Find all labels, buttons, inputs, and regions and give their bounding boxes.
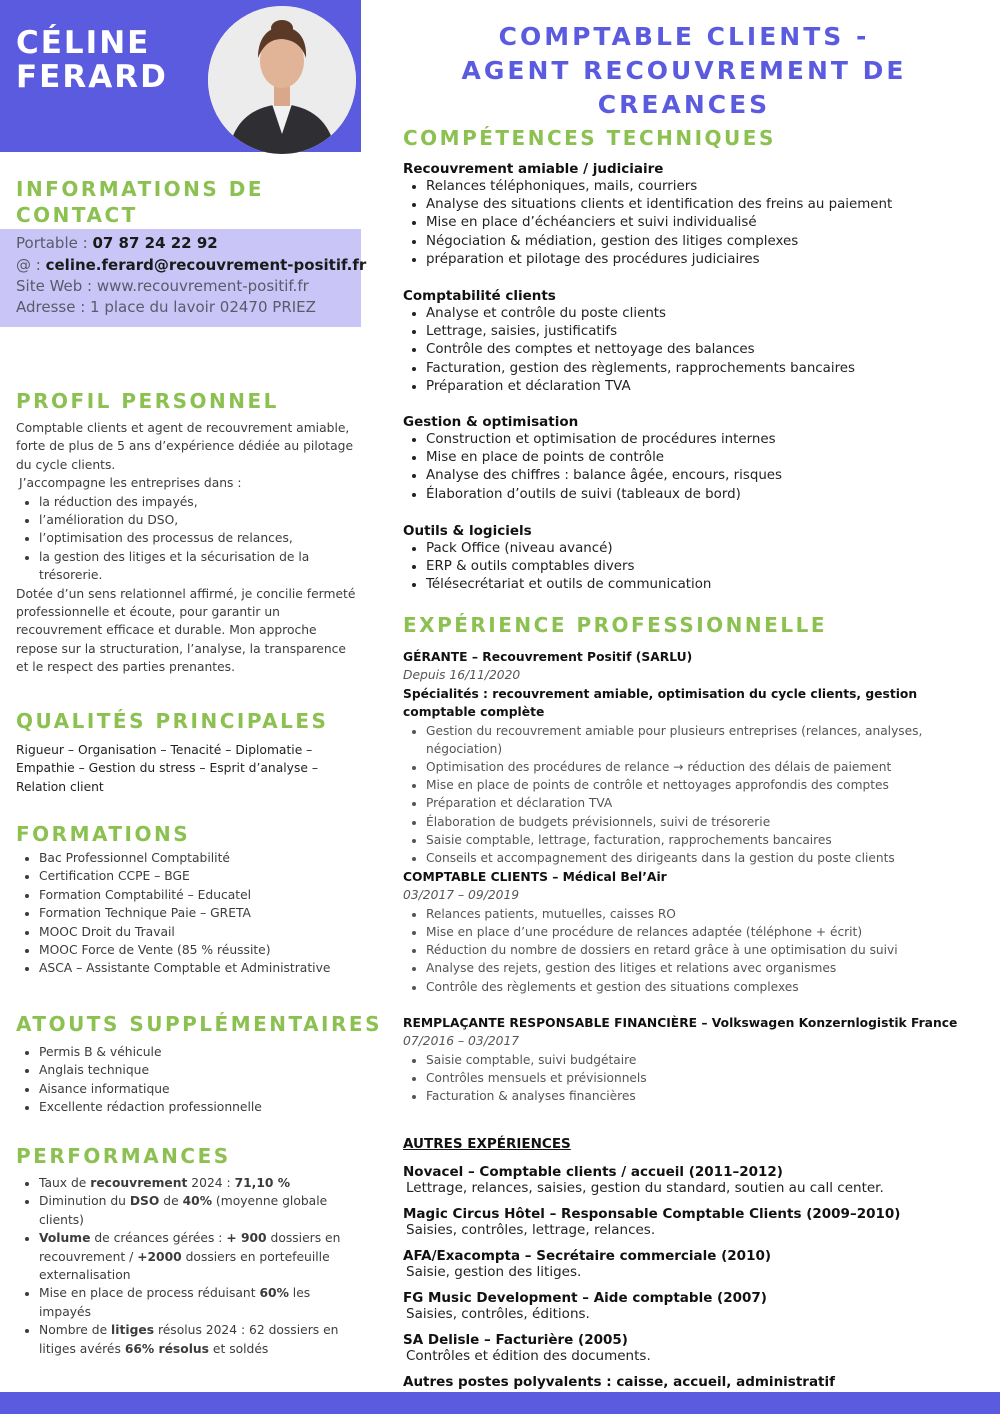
skills-section-title: COMPÉTENCES TECHNIQUES [403, 126, 776, 150]
list-item: • Certification CCPE – BGE [39, 867, 358, 885]
profile-lead: J’accompagne les entreprises dans : [19, 476, 242, 491]
list-item: • ASCA – Assistante Comptable et Administrative [39, 959, 358, 977]
experience-section-title: EXPÉRIENCE PROFESSIONNELLE [403, 613, 827, 637]
list-item: • Mise en place de points de contrôle [426, 449, 993, 467]
contact-email: @ : celine.ferard@recouvrement-positif.fr [16, 256, 367, 274]
list-item: • Gestion du recouvrement amiable pour plusieurs entreprises (relances, analyses, négociation) [426, 722, 993, 758]
contact-address: Adresse : 1 place du lavoir 02470 PRIEZ [16, 298, 316, 316]
skills-group [403, 160, 993, 269]
list-item: • Optimisation des procédures de relance → réduction des délais de paiement [426, 758, 993, 776]
list-item: • Bac Professionnel Comptabilité [39, 849, 358, 867]
list-item: • Analyse et contrôle du poste clients [426, 305, 993, 323]
qualities-section-title: QUALITÉS PRINCIPALES [16, 709, 329, 733]
list-item: • Contrôle des comptes et nettoyage des balances [426, 341, 993, 359]
job-title: COMPTABLE CLIENTS – Médical Bel’Air [403, 870, 667, 884]
list-item: • la gestion des litiges et la sécurisation de la trésorerie. [39, 548, 358, 585]
list-item: • Élaboration d’outils de suivi (tableaux de bord) [426, 486, 993, 504]
candidate-name: CÉLINE FERARD [16, 25, 168, 95]
list-item: • Préparation et déclaration TVA [426, 378, 993, 396]
list-item: • Relances téléphoniques, mails, courriers [426, 178, 993, 196]
profile-intro: Comptable clients et agent de recouvrement amiable, forte de plus de 5 ans d’expérience dédiée au pilotage du cycle clients. [16, 421, 354, 472]
job-entry [403, 868, 993, 996]
list-item: • Facturation, gestion des règlements, rapprochements bancaires [426, 360, 993, 378]
other-entry: FG Music Development – Aide comptable (2007) Saisies, contrôles, éditions. [403, 1290, 767, 1322]
list-item: • Pack Office (niveau avancé) [426, 540, 993, 558]
list-item: • Négociation & médiation, gestion des litiges complexes [426, 233, 993, 251]
job-date: 07/2016 – 03/2017 [403, 1034, 520, 1049]
list-item: • Réduction du nombre de dossiers en retard grâce à une optimisation du suivi [426, 941, 993, 959]
list-item: • Taux de recouvrement 2024 : 71,10 % [39, 1174, 358, 1192]
job-date: Depuis 16/11/2020 [403, 668, 521, 683]
list-item: • Formation Comptabilité – Educatel [39, 886, 358, 904]
list-item: • Préparation et déclaration TVA [426, 794, 993, 812]
profile-outro: Dotée d’un sens relationnel affirmé, je concilie fermeté professionnelle et écoute, pour garantir un recouvrement efficace et durable. Mon approche repose sur la structuration, l’analyse, la transparence et le respect des parties prenantes. [16, 586, 356, 675]
list-item: • Saisie comptable, lettrage, facturation, rapprochements bancaires [426, 831, 993, 849]
list-item: • Analyse des situations clients et identification des freins au paiement [426, 196, 993, 214]
job-title: COMPTABLE CLIENTS - AGENT RECOUVREMENT DE CREANCES [461, 22, 907, 119]
education-section-title: FORMATIONS [16, 822, 191, 846]
other-section-title: AUTRES EXPÉRIENCES [403, 1136, 571, 1152]
job-title: REMPLAÇANTE RESPONSABLE FINANCIÈRE – Volkswagen Konzernlogistik France [403, 1016, 958, 1030]
contact-website[interactable]: Site Web : www.recouvrement-positif.fr [16, 277, 309, 295]
skills-group-title: Outils & logiciels [403, 523, 532, 539]
other-entry: SA Delisle – Facturière (2005) Contrôles et édition des documents. [403, 1332, 651, 1364]
contact-section-title: INFORMATIONS DE CONTACT [16, 177, 265, 227]
list-item: • Télésecrétariat et outils de communication [426, 576, 993, 594]
list-item: • Permis B & véhicule [39, 1043, 358, 1061]
list-item: • Excellente rédaction professionnelle [39, 1098, 358, 1116]
job-entry [403, 1014, 993, 1105]
job-entry [403, 648, 993, 867]
list-item: • l’amélioration du DSO, [39, 511, 358, 529]
list-item: • Mise en place de process réduisant 60% les impayés [39, 1284, 358, 1321]
other-experiences [403, 1135, 993, 1391]
list-item: • Contrôles mensuels et prévisionnels [426, 1069, 993, 1087]
assets-list [16, 1043, 358, 1117]
list-item: • préparation et pilotage des procédures judiciaires [426, 251, 993, 269]
list-item: • Contrôle des règlements et gestion des situations complexes [426, 978, 993, 996]
skills-group [403, 522, 993, 595]
list-item: • MOOC Droit du Travail [39, 923, 358, 941]
job-specialties: Spécialités : recouvrement amiable, optimisation du cycle clients, gestion comptable complète [403, 686, 918, 720]
skills-group [403, 287, 993, 396]
list-item: • Nombre de litiges résolus 2024 : 62 dossiers en litiges avérés 66% résolus et soldés [39, 1321, 358, 1358]
qualities-text: Rigueur – Organisation – Tenacité – Diplomatie – Empathie – Gestion du stress – Esprit d’analyse – Relation client [16, 743, 318, 794]
list-item: • Mise en place d’échéanciers et suivi individualisé [426, 214, 993, 232]
profile-list [16, 493, 358, 585]
other-misc: Autres postes polyvalents : caisse, accueil, administratif [403, 1374, 836, 1390]
performance-section-title: PERFORMANCES [16, 1144, 231, 1168]
other-entry: Magic Circus Hôtel – Responsable Comptable Clients (2009–2010) Saisies, contrôles, lettrage, relances. [403, 1206, 901, 1238]
email-link[interactable]: celine.ferard@recouvrement-positif.fr [45, 256, 367, 274]
assets-section-title: ATOUTS SUPPLÉMENTAIRES [16, 1012, 382, 1036]
job-date: 03/2017 – 09/2019 [403, 888, 520, 903]
list-item: • Mise en place de points de contrôle et nettoyages approfondis des comptes [426, 776, 993, 794]
skills-group-title: Recouvrement amiable / judiciaire [403, 161, 664, 177]
list-item: • Formation Technique Paie – GRETA [39, 904, 358, 922]
list-item: • Analyse des chiffres : balance âgée, encours, risques [426, 467, 993, 485]
list-item: • MOOC Force de Vente (85 % réussite) [39, 941, 358, 959]
list-item: • Aisance informatique [39, 1080, 358, 1098]
profile-text [16, 419, 358, 677]
list-item: • Volume de créances gérées : + 900 dossiers en recouvrement / +2000 dossiers en portefeuille externalisation [39, 1229, 358, 1284]
other-entry: Novacel – Comptable clients / accueil (2011–2012) Lettrage, relances, saisies, gestion du standard, soutien au call center. [403, 1164, 884, 1196]
skills-group-title: Comptabilité clients [403, 288, 556, 304]
list-item: • la réduction des impayés, [39, 493, 358, 511]
list-item: • Anglais technique [39, 1061, 358, 1079]
skills-group [403, 413, 993, 504]
portrait-image [208, 6, 356, 154]
footer-bar [0, 1392, 1000, 1414]
profile-section-title: PROFIL PERSONNEL [16, 389, 279, 413]
performance-list [16, 1174, 358, 1358]
contact-phone: Portable : 07 87 24 22 92 [16, 234, 218, 252]
list-item: • Construction et optimisation de procédures internes [426, 431, 993, 449]
skills-group-title: Gestion & optimisation [403, 414, 579, 430]
list-item: • l’optimisation des processus de relances, [39, 529, 358, 547]
list-item: • Élaboration de budgets prévisionnels, suivi de trésorerie [426, 813, 993, 831]
list-item: • Diminution du DSO de 40% (moyenne globale clients) [39, 1192, 358, 1229]
list-item: • Conseils et accompagnement des dirigeants dans la gestion du poste clients [426, 849, 993, 867]
list-item: • Facturation & analyses financières [426, 1087, 993, 1105]
phone-number[interactable]: 07 87 24 22 92 [92, 234, 218, 252]
list-item: • Saisie comptable, suivi budgétaire [426, 1051, 993, 1069]
other-entry: AFA/Exacompta – Secrétaire commerciale (2010) Saisie, gestion des litiges. [403, 1248, 772, 1280]
list-item: • Mise en place d’une procédure de relances adaptée (téléphone + écrit) [426, 923, 993, 941]
profile-photo [208, 6, 356, 154]
list-item: • ERP & outils comptables divers [426, 558, 993, 576]
list-item: • Lettrage, saisies, justificatifs [426, 323, 993, 341]
education-list [16, 849, 358, 978]
job-title: GÉRANTE – Recouvrement Positif (SARLU) [403, 650, 693, 664]
list-item: • Relances patients, mutuelles, caisses RO [426, 905, 993, 923]
list-item: • Analyse des rejets, gestion des litiges et relations avec organismes [426, 959, 993, 977]
